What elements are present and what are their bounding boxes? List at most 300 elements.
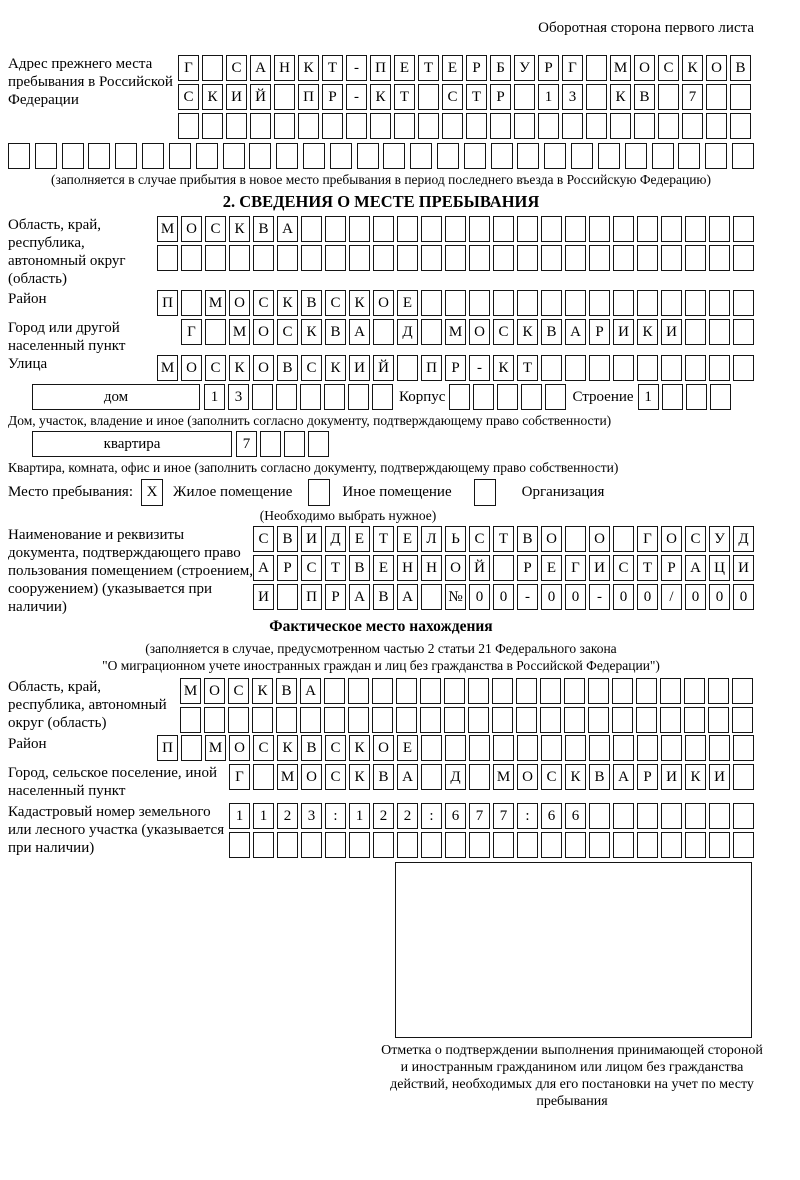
char-box	[492, 678, 513, 704]
stay-type-note: (Необходимо выбрать нужное)	[259, 508, 437, 523]
char-box: О	[181, 216, 202, 242]
char-box	[565, 832, 586, 858]
char-box	[325, 245, 346, 271]
char-box: С	[469, 526, 490, 552]
char-box	[277, 584, 298, 610]
char-box: Б	[490, 55, 511, 81]
char-box	[586, 84, 607, 110]
char-box: С	[493, 319, 514, 345]
char-box	[228, 707, 249, 733]
char-box	[661, 245, 682, 271]
char-box: Ц	[709, 555, 730, 581]
actual-location-note-2: "О миграционном учете иностранных граждан и лиц без гражданства в Российской Федерации")	[102, 658, 660, 673]
char-box: О	[229, 290, 250, 316]
char-box	[732, 678, 753, 704]
char-box: И	[226, 84, 247, 110]
char-box: 0	[733, 584, 754, 610]
char-box	[730, 113, 751, 139]
char-box: О	[706, 55, 727, 81]
char-box	[686, 384, 707, 410]
char-box: Е	[541, 555, 562, 581]
char-box	[330, 143, 352, 169]
char-box	[421, 832, 442, 858]
char-box: С	[685, 526, 706, 552]
apartment-note: Квартира, комната, офис и иное (заполнить согласно документу, подтверждающему право собственности)	[8, 460, 619, 475]
char-box: Т	[325, 555, 346, 581]
char-box: Е	[349, 526, 370, 552]
char-box: 1	[204, 384, 225, 410]
char-box	[733, 290, 754, 316]
char-box: :	[517, 803, 538, 829]
char-box	[473, 384, 494, 410]
char-box: Р	[277, 555, 298, 581]
char-box: Г	[565, 555, 586, 581]
char-box: М	[277, 764, 298, 790]
char-box	[348, 707, 369, 733]
char-box: Г	[229, 764, 250, 790]
region-rows	[157, 216, 754, 271]
char-box	[181, 735, 202, 761]
char-box	[348, 384, 369, 410]
char-box	[613, 290, 634, 316]
char-box	[637, 735, 658, 761]
char-box	[445, 245, 466, 271]
char-box	[449, 384, 470, 410]
char-box	[469, 290, 490, 316]
char-box: С	[325, 290, 346, 316]
char-box	[625, 143, 647, 169]
char-box	[684, 707, 705, 733]
prev-address-row-2	[178, 84, 751, 110]
char-box	[493, 735, 514, 761]
char-box	[709, 832, 730, 858]
char-box	[300, 384, 321, 410]
char-box	[634, 113, 655, 139]
char-box	[469, 832, 490, 858]
char-box: К	[517, 319, 538, 345]
char-box	[372, 707, 393, 733]
char-box	[637, 355, 658, 381]
char-box	[372, 384, 393, 410]
actual-city-label: Город, сельское поселение, иной населенный пункт	[8, 765, 217, 799]
char-box	[516, 678, 537, 704]
char-box	[491, 143, 513, 169]
char-box: И	[709, 764, 730, 790]
char-box	[301, 245, 322, 271]
char-box: О	[373, 735, 394, 761]
char-box	[637, 832, 658, 858]
char-box	[181, 245, 202, 271]
char-box: 0	[469, 584, 490, 610]
char-box	[660, 678, 681, 704]
char-box: Т	[418, 55, 439, 81]
char-box: 6	[565, 803, 586, 829]
char-box	[469, 764, 490, 790]
char-box: В	[589, 764, 610, 790]
char-box: 0	[709, 584, 730, 610]
char-box	[397, 245, 418, 271]
char-box: М	[445, 319, 466, 345]
char-box	[610, 113, 631, 139]
char-box: О	[204, 678, 225, 704]
char-box	[517, 735, 538, 761]
char-box	[565, 735, 586, 761]
house-field	[8, 384, 754, 410]
char-box	[613, 355, 634, 381]
char-box	[685, 216, 706, 242]
char-box: С	[613, 555, 634, 581]
char-box	[444, 707, 465, 733]
char-box	[541, 355, 562, 381]
actual-district-label: Район	[8, 736, 47, 752]
char-box	[710, 384, 731, 410]
char-box: Т	[394, 84, 415, 110]
char-box	[373, 245, 394, 271]
char-box	[445, 832, 466, 858]
char-box	[565, 290, 586, 316]
char-box	[658, 84, 679, 110]
char-box	[733, 735, 754, 761]
char-box: С	[253, 735, 274, 761]
char-box: С	[226, 55, 247, 81]
char-box	[564, 678, 585, 704]
char-box	[349, 216, 370, 242]
actual-region-rows	[180, 678, 753, 733]
char-box: Д	[325, 526, 346, 552]
char-box	[370, 113, 391, 139]
char-box	[348, 678, 369, 704]
char-box	[181, 290, 202, 316]
char-box	[397, 832, 418, 858]
char-box: Т	[373, 526, 394, 552]
char-box: 0	[685, 584, 706, 610]
char-box	[468, 707, 489, 733]
char-box: К	[682, 55, 703, 81]
char-box: С	[228, 678, 249, 704]
char-box: К	[277, 735, 298, 761]
char-box: Т	[637, 555, 658, 581]
char-box	[421, 216, 442, 242]
actual-district-field	[8, 735, 754, 761]
char-box: А	[613, 764, 634, 790]
char-box: С	[253, 290, 274, 316]
char-box: О	[517, 764, 538, 790]
char-box: К	[610, 84, 631, 110]
actual-district-row	[157, 735, 754, 761]
street-field	[8, 355, 754, 381]
char-box	[466, 113, 487, 139]
city-field	[8, 319, 754, 355]
prev-address-row-1	[178, 55, 751, 81]
char-box	[229, 832, 250, 858]
char-box	[421, 735, 442, 761]
char-box: В	[517, 526, 538, 552]
document-rows	[253, 526, 754, 610]
char-box: М	[205, 735, 226, 761]
char-box	[732, 143, 754, 169]
char-box	[497, 384, 518, 410]
char-box: А	[253, 555, 274, 581]
char-box	[709, 216, 730, 242]
cadastral-field	[8, 803, 754, 858]
char-box	[277, 832, 298, 858]
char-box: Е	[442, 55, 463, 81]
document-field	[8, 526, 754, 616]
char-box	[658, 113, 679, 139]
char-box	[373, 832, 394, 858]
char-box	[421, 319, 442, 345]
char-box: Г	[178, 55, 199, 81]
stay-type-checkbox-residential: X	[141, 479, 163, 506]
char-box	[253, 832, 274, 858]
char-box: 2	[397, 803, 418, 829]
char-box	[613, 803, 634, 829]
char-box	[733, 216, 754, 242]
section2-title: 2. СВЕДЕНИЯ О МЕСТЕ ПРЕБЫВАНИЯ	[222, 192, 540, 211]
char-box	[564, 707, 585, 733]
char-box	[521, 384, 542, 410]
stay-type-checkbox-other	[308, 479, 330, 506]
document-row-1	[253, 526, 754, 552]
char-box	[492, 707, 513, 733]
char-box: О	[634, 55, 655, 81]
char-box	[709, 245, 730, 271]
char-box: В	[349, 555, 370, 581]
char-box: А	[685, 555, 706, 581]
char-box	[541, 832, 562, 858]
char-box	[637, 245, 658, 271]
char-box	[420, 678, 441, 704]
district-row	[157, 290, 754, 316]
street-label: Улица	[8, 356, 48, 372]
char-box	[636, 678, 657, 704]
char-box	[324, 384, 345, 410]
char-box: Т	[322, 55, 343, 81]
char-box: -	[517, 584, 538, 610]
apartment-box-label: квартира	[32, 431, 232, 457]
char-box	[652, 143, 674, 169]
char-box: Д	[733, 526, 754, 552]
char-box: В	[301, 735, 322, 761]
char-box: К	[565, 764, 586, 790]
char-box: :	[325, 803, 346, 829]
char-box: К	[493, 355, 514, 381]
actual-region-row-1	[180, 678, 753, 704]
char-box: №	[445, 584, 466, 610]
char-box: Р	[589, 319, 610, 345]
char-box	[420, 707, 441, 733]
char-box	[62, 143, 84, 169]
stay-type-checkbox-organization	[474, 479, 496, 506]
char-box	[469, 216, 490, 242]
char-box: Е	[397, 735, 418, 761]
char-box	[349, 245, 370, 271]
char-box: 0	[565, 584, 586, 610]
char-box: С	[205, 355, 226, 381]
char-box	[373, 319, 394, 345]
char-box	[733, 319, 754, 345]
char-box: 1	[229, 803, 250, 829]
prev-address-field	[8, 55, 754, 139]
char-box: Й	[250, 84, 271, 110]
char-box	[493, 216, 514, 242]
char-box: Н	[397, 555, 418, 581]
char-box	[637, 290, 658, 316]
char-box	[685, 803, 706, 829]
char-box	[589, 216, 610, 242]
char-box	[589, 832, 610, 858]
char-box: Д	[397, 319, 418, 345]
document-label: Наименование и реквизиты документа, подтверждающего право пользования помещением (строением, сооружением) (указывается при наличии)	[8, 527, 253, 615]
char-box	[180, 707, 201, 733]
char-box	[565, 355, 586, 381]
char-box	[589, 290, 610, 316]
char-box: У	[514, 55, 535, 81]
char-box	[229, 245, 250, 271]
char-box	[685, 290, 706, 316]
char-box	[678, 143, 700, 169]
char-box: М	[493, 764, 514, 790]
char-box	[397, 355, 418, 381]
char-box: -	[469, 355, 490, 381]
actual-location-title: Фактическое место нахождения	[269, 618, 493, 635]
char-box	[445, 216, 466, 242]
char-box: С	[325, 735, 346, 761]
char-box: Г	[562, 55, 583, 81]
char-box	[169, 143, 191, 169]
char-box	[421, 584, 442, 610]
char-box: О	[373, 290, 394, 316]
char-box: В	[277, 526, 298, 552]
char-box	[541, 735, 562, 761]
char-box	[223, 143, 245, 169]
char-box: Р	[445, 355, 466, 381]
char-box	[324, 707, 345, 733]
char-box	[325, 216, 346, 242]
region-label: Область, край, республика, автономный округ (область)	[8, 217, 126, 287]
char-box: С	[658, 55, 679, 81]
char-box: С	[301, 355, 322, 381]
char-box	[88, 143, 110, 169]
stamp-area	[395, 862, 752, 1038]
house-number-row	[204, 384, 393, 410]
char-box: О	[589, 526, 610, 552]
char-box	[202, 55, 223, 81]
char-box	[661, 735, 682, 761]
char-box: И	[613, 319, 634, 345]
char-box: М	[205, 290, 226, 316]
char-box	[250, 113, 271, 139]
char-box	[444, 678, 465, 704]
char-box: П	[421, 355, 442, 381]
char-box: О	[541, 526, 562, 552]
char-box	[516, 707, 537, 733]
char-box: Р	[490, 84, 511, 110]
char-box: О	[229, 735, 250, 761]
actual-region-row-2	[180, 707, 753, 733]
page-side-note: Оборотная сторона первого листа	[538, 20, 754, 36]
char-box: Н	[274, 55, 295, 81]
char-box	[662, 384, 683, 410]
char-box	[586, 55, 607, 81]
char-box	[517, 290, 538, 316]
stay-type-option-other: Иное помещение	[342, 484, 452, 500]
char-box	[276, 143, 298, 169]
char-box	[421, 245, 442, 271]
char-box: К	[637, 319, 658, 345]
char-box	[589, 803, 610, 829]
char-box: Е	[397, 290, 418, 316]
char-box: Д	[445, 764, 466, 790]
char-box: А	[300, 678, 321, 704]
char-box: О	[445, 555, 466, 581]
stay-type-field	[8, 479, 754, 506]
char-box	[410, 143, 432, 169]
char-box	[565, 526, 586, 552]
char-box	[588, 678, 609, 704]
char-box: В	[541, 319, 562, 345]
char-box	[35, 143, 57, 169]
char-box	[660, 707, 681, 733]
char-box	[274, 84, 295, 110]
char-box: 3	[562, 84, 583, 110]
prev-address-row-4	[8, 143, 754, 169]
char-box	[468, 678, 489, 704]
char-box	[205, 245, 226, 271]
char-box: 0	[493, 584, 514, 610]
char-box: В	[373, 764, 394, 790]
char-box: П	[157, 290, 178, 316]
char-box: С	[325, 764, 346, 790]
char-box: Т	[517, 355, 538, 381]
char-box: М	[157, 216, 178, 242]
char-box: К	[229, 355, 250, 381]
char-box	[396, 678, 417, 704]
char-box: О	[661, 526, 682, 552]
char-box: И	[661, 319, 682, 345]
region-field	[8, 216, 754, 288]
char-box	[685, 832, 706, 858]
char-box	[589, 355, 610, 381]
char-box: 1	[538, 84, 559, 110]
char-box	[588, 707, 609, 733]
char-box	[613, 526, 634, 552]
char-box: К	[349, 764, 370, 790]
char-box: О	[253, 319, 274, 345]
char-box: М	[610, 55, 631, 81]
char-box	[685, 735, 706, 761]
char-box	[396, 707, 417, 733]
char-box	[709, 803, 730, 829]
char-box	[252, 384, 273, 410]
char-box: И	[253, 584, 274, 610]
street-row	[157, 355, 754, 381]
char-box: Р	[637, 764, 658, 790]
char-box	[421, 764, 442, 790]
char-box: К	[277, 290, 298, 316]
char-box: 3	[301, 803, 322, 829]
char-box: М	[157, 355, 178, 381]
district-field	[8, 290, 754, 316]
char-box	[445, 290, 466, 316]
char-box: Р	[322, 84, 343, 110]
char-box: -	[589, 584, 610, 610]
city-row	[181, 319, 754, 345]
char-box: Е	[397, 526, 418, 552]
char-box: -	[346, 55, 367, 81]
document-row-3	[253, 584, 754, 610]
actual-city-row	[229, 764, 754, 790]
